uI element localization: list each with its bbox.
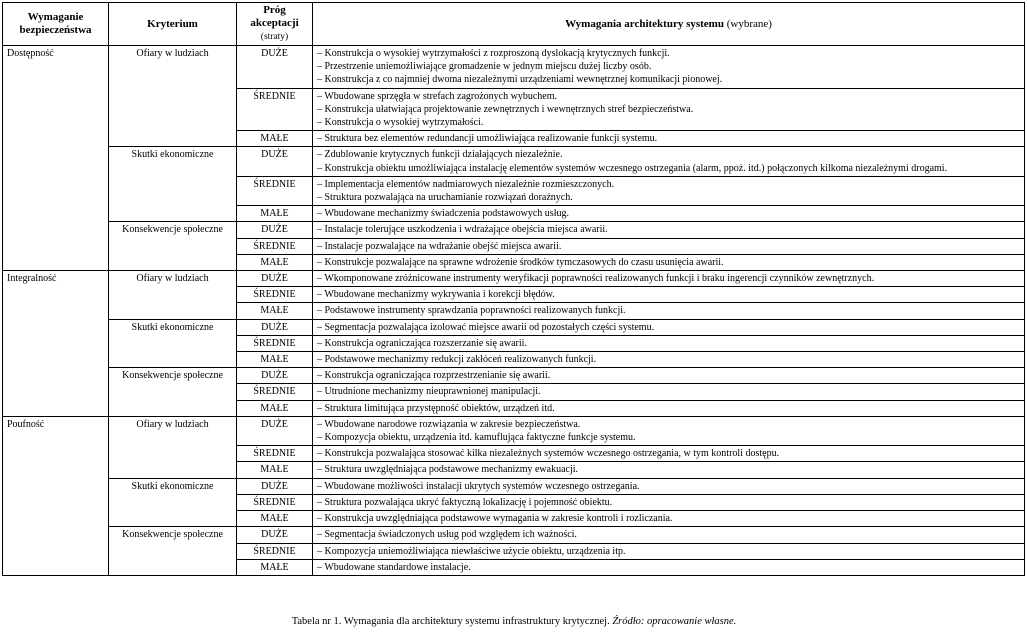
requirement-item: – Konstrukcja ograniczająca rozszerzanie się awarii. (317, 337, 527, 349)
architecture-requirements-cell (313, 238, 1025, 254)
architecture-requirements-cell (313, 559, 1025, 575)
requirements-table (2, 2, 1025, 576)
architecture-requirements-cell (313, 478, 1025, 494)
threshold-cell: DUŻE (237, 46, 313, 89)
requirement-item: – Wbudowane standardowe instalacje. (317, 561, 471, 573)
caption-source-label: Źródło: (612, 616, 645, 627)
requirement-cell: Integralność (3, 271, 109, 417)
threshold-cell: ŚREDNIE (237, 446, 313, 462)
criterion-cell: Skutki ekonomiczne (109, 147, 237, 222)
architecture-requirements-cell (313, 335, 1025, 351)
table-row (3, 416, 1025, 445)
criterion-cell: Ofiary w ludziach (109, 416, 237, 478)
header-prog-label: Próg akceptacji (250, 4, 299, 29)
architecture-requirements-cell (313, 527, 1025, 543)
requirement-item: – Struktura pozwalająca na uruchamianie rozwiązań doraźnych. (317, 192, 573, 204)
requirement-item: – Kompozycja uniemożliwiająca niewłaściwe użycie obiektu, urządzenia itp. (317, 545, 626, 557)
criterion-cell: Konsekwencje społeczne (109, 368, 237, 417)
table-body (3, 46, 1025, 576)
architecture-requirements-cell (313, 176, 1025, 205)
architecture-requirements-cell (313, 222, 1025, 238)
requirement-item: – Przestrzenie uniemożliwiające gromadzenie w jednym miejscu dużej liczby osób. (317, 61, 652, 73)
threshold-cell: MAŁE (237, 400, 313, 416)
requirement-item: – Struktura pozwalająca ukryć faktyczną lokalizację i pojemność obiektu. (317, 496, 613, 508)
threshold-cell: ŚREDNIE (237, 494, 313, 510)
table-row (3, 368, 1025, 384)
requirement-item: – Utrudnione mechanizmy nieuprawnionej manipulacji. (317, 386, 541, 398)
threshold-cell: DUŻE (237, 222, 313, 238)
requirement-item: – Implementacja elementów nadmiarowych niezależnie rozmieszczonych. (317, 178, 615, 190)
threshold-cell: MAŁE (237, 462, 313, 478)
requirement-cell: Dostępność (3, 46, 109, 271)
caption-source-value: opracowanie własne. (647, 616, 737, 627)
architecture-requirements-cell (313, 400, 1025, 416)
requirement-item: – Podstawowe mechanizmy redukcji zakłóceń realizowanych funkcji. (317, 354, 597, 366)
threshold-cell: ŚREDNIE (237, 543, 313, 559)
requirement-item: – Wbudowane możliwości instalacji ukrytych systemów wczesnego ostrzegania. (317, 480, 640, 492)
architecture-requirements-cell (313, 494, 1025, 510)
architecture-requirements-cell (313, 416, 1025, 445)
table-row (3, 147, 1025, 176)
threshold-cell: DUŻE (237, 271, 313, 287)
architecture-requirements-cell (313, 543, 1025, 559)
requirement-item: – Konstrukcje pozwalające na sprawne wdrożenie środków tymczasowych do czasu usunięcia awarii. (317, 256, 724, 268)
threshold-cell: ŚREDNIE (237, 88, 313, 131)
header-wymagania-bold: Wymagania architektury systemu (565, 17, 724, 30)
requirement-item: – Wbudowane mechanizmy wykrywania i korekcji błędów. (317, 289, 555, 301)
requirement-item: – Konstrukcja o wysokiej wytrzymałości. (317, 117, 484, 129)
criterion-cell: Ofiary w ludziach (109, 46, 237, 147)
table-row (3, 46, 1025, 89)
requirement-item: – Konstrukcja ograniczająca rozprzestrzenianie się awarii. (317, 370, 551, 382)
header-wymagania-norm: (wybrane) (726, 17, 772, 30)
table-row (3, 527, 1025, 543)
requirement-item: – Kompozycja obiektu, urządzenia itd. kamuflująca faktyczne funkcje systemu. (317, 432, 636, 444)
threshold-cell: DUŻE (237, 319, 313, 335)
requirement-item: – Konstrukcja obiektu umożliwiająca instalację elementów systemów wczesnego ostrzegania (alarm, ppoż. itd.) połączonych kilkoma niezależnymi drogami. (317, 162, 948, 174)
caption-text: Tabela nr 1. Wymagania dla architektury systemu infrastruktury krytycznej. (291, 616, 610, 627)
table-row (3, 222, 1025, 238)
table-row (3, 319, 1025, 335)
threshold-cell: DUŻE (237, 368, 313, 384)
criterion-cell: Ofiary w ludziach (109, 271, 237, 320)
requirement-item: – Wbudowane sprzęgła w strefach zagrożonych wybuchem. (317, 90, 557, 102)
architecture-requirements-cell (313, 319, 1025, 335)
architecture-requirements-cell (313, 206, 1025, 222)
requirement-item: – Konstrukcja o wysokiej wytrzymałości z rozproszoną dyslokacją krytycznych funkcji. (317, 48, 670, 59)
architecture-requirements-cell (313, 384, 1025, 400)
requirement-item: – Konstrukcja uwzględniająca podstawowe wymagania w zakresie kontroli i rozliczania. (317, 513, 673, 525)
architecture-requirements-cell (313, 131, 1025, 147)
requirement-item: – Struktura uwzględniająca podstawowe mechanizmy ewakuacji. (317, 464, 579, 476)
threshold-cell: MAŁE (237, 206, 313, 222)
criterion-cell: Konsekwencje społeczne (109, 222, 237, 271)
table-header-row (3, 3, 1025, 46)
threshold-cell: MAŁE (237, 559, 313, 575)
table-caption (0, 616, 1028, 627)
criterion-cell: Skutki ekonomiczne (109, 319, 237, 368)
header-wymagania (313, 3, 1025, 46)
architecture-requirements-cell (313, 287, 1025, 303)
architecture-requirements-cell (313, 446, 1025, 462)
requirement-item: – Segmentacja pozwalająca izolować miejsce awarii od pozostałych części systemu. (317, 321, 655, 333)
requirement-item: – Podstawowe instrumenty sprawdzania poprawności realizowanych funkcji. (317, 305, 626, 317)
header-prog-sub: (straty) (260, 32, 289, 42)
threshold-cell: DUŻE (237, 527, 313, 543)
architecture-requirements-cell (313, 46, 1025, 89)
architecture-requirements-cell (313, 271, 1025, 287)
threshold-cell: MAŁE (237, 254, 313, 270)
requirement-item: – Struktura limitująca przystępność obiektów, urządzeń itd. (317, 402, 555, 414)
criterion-cell: Konsekwencje społeczne (109, 527, 237, 576)
threshold-cell: MAŁE (237, 352, 313, 368)
requirement-item: – Struktura bez elementów redundancji umożliwiająca realizowanie funkcji systemu. (317, 133, 658, 145)
threshold-cell: DUŻE (237, 478, 313, 494)
requirement-item: – Segmentacja świadczonych usług pod względem ich ważności. (317, 529, 577, 541)
table-row (3, 271, 1025, 287)
threshold-cell: MAŁE (237, 131, 313, 147)
threshold-cell: ŚREDNIE (237, 176, 313, 205)
architecture-requirements-cell (313, 368, 1025, 384)
architecture-requirements-cell (313, 511, 1025, 527)
architecture-requirements-cell (313, 254, 1025, 270)
requirement-item: – Zdublowanie krytycznych funkcji działających niezależnie. (317, 149, 563, 161)
architecture-requirements-cell (313, 88, 1025, 131)
architecture-requirements-cell (313, 303, 1025, 319)
threshold-cell: ŚREDNIE (237, 287, 313, 303)
header-prog (237, 3, 313, 46)
threshold-cell: ŚREDNIE (237, 384, 313, 400)
requirement-item: – Konstrukcja z co najmniej dwoma niezależnymi urządzeniami wewnętrznej komunikacji pionowej. (317, 74, 723, 86)
requirement-item: – Wkomponowane zróżnicowane instrumenty weryfikacji poprawności realizowanych funkcji i braku ingerencji czynników zewnętrznych. (317, 273, 875, 285)
header-wymaganie: Wymaganie bezpieczeństwa (3, 3, 109, 46)
threshold-cell: ŚREDNIE (237, 335, 313, 351)
requirement-cell: Poufność (3, 416, 109, 575)
architecture-requirements-cell (313, 147, 1025, 176)
requirement-item: – Wbudowane narodowe rozwiązania w zakresie bezpieczeństwa. (317, 418, 581, 430)
table-row (3, 478, 1025, 494)
header-kryterium: Kryterium (109, 3, 237, 46)
threshold-cell: DUŻE (237, 147, 313, 176)
requirement-item: – Wbudowane mechanizmy świadczenia podstawowych usług. (317, 208, 569, 220)
requirement-item: – Instalacje tolerujące uszkodzenia i wdrażające obejścia miejsca awarii. (317, 224, 608, 236)
architecture-requirements-cell (313, 352, 1025, 368)
threshold-cell: MAŁE (237, 303, 313, 319)
architecture-requirements-cell (313, 462, 1025, 478)
requirement-item: – Konstrukcja pozwalająca stosować kilka niezależnych systemów wczesnego ostrzegania, w tym kontroli dostępu. (317, 448, 780, 460)
threshold-cell: ŚREDNIE (237, 238, 313, 254)
threshold-cell: MAŁE (237, 511, 313, 527)
threshold-cell: DUŻE (237, 416, 313, 445)
requirement-item: – Konstrukcja ułatwiająca projektowanie zewnętrznych i wewnętrznych stref bezpieczeństwa. (317, 103, 694, 115)
criterion-cell: Skutki ekonomiczne (109, 478, 237, 527)
requirement-item: – Instalacje pozwalające na wdrażanie obejść miejsca awarii. (317, 240, 562, 252)
